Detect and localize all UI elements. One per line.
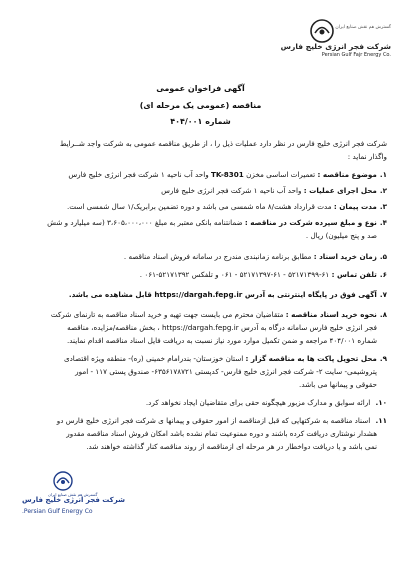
- item-purchase-method: [15, 308, 387, 348]
- item-text: ۶۱-۵۲۱۷۱۳۹۹ - ۶۱-۵۲۱۷۱۳۹۷ - ۰۶۱ و تلفکس ۵۲۱۷۱۳۹۲-۰۶۱ .: [139, 270, 332, 279]
- item-label: مدت پیمان :: [333, 202, 377, 211]
- item-number: ۱۱.: [375, 416, 387, 425]
- item-text: تعمیرات اساسی مخزن: [243, 170, 318, 179]
- item-number: ۴.: [379, 218, 387, 227]
- tank-code: TK-8301: [210, 170, 244, 179]
- item-number: ۷.: [379, 290, 387, 299]
- stamp-tagline: گسترش هم نقش صنایع ایران: [48, 492, 98, 497]
- logo-company-name-fa: شرکت فجر انرژی خلیج فارس: [280, 42, 391, 51]
- item-purchase-time: [15, 250, 387, 263]
- stamp-emblem-icon: [48, 470, 78, 494]
- item-text: واحد آب ناحیه ۱ شرکت فجر انرژی خلیج فارس: [161, 186, 304, 195]
- item-delivery-address: [15, 352, 387, 392]
- item-number: ۶.: [379, 270, 387, 279]
- item-text: متقاضیان محترم می بایست جهت تهیه و خرید اسناد مناقصه به تارنمای شرکت: [50, 310, 286, 319]
- logo-company-name-en: Persian Gulf Fajr Energy Co.: [321, 52, 391, 58]
- logo-tagline-fa: گسترش هم نقش صنایع ایران: [335, 25, 391, 30]
- item-label: زمان خرید اسناد :: [313, 252, 377, 261]
- intro-paragraph: [15, 137, 387, 163]
- item-text: مطابق برنامه زمانبندی مندرج در سامانه فروش اسناد مناقصه .: [123, 252, 314, 261]
- item-number: ۸.: [379, 310, 387, 319]
- item-label: نوع و مبلغ سپرده شرکت در مناقصه :: [244, 218, 377, 227]
- item-label: آگهی فوق در پایگاه اینترنتی به آدرس: [244, 290, 377, 299]
- item-text-2: واحد آب ناحیه ۱ شرکت فجر انرژی خلیج فارس: [68, 170, 211, 179]
- item-text: ارائه سوابق و مدارک مزبور هیچگونه حقی برای متقاضیان ایجاد نخواهد کرد.: [145, 398, 373, 407]
- item-text-cont: صد و پنج میلیون) ریال .: [305, 231, 377, 241]
- intro-line-1: شرکت فجر انرژی خلیج فارس در نظر دارد عملیات ذیل را ، از طریق مناقصه عمومی به شرکت واجد شــرایط: [59, 139, 387, 148]
- item-note-warnings: [15, 414, 387, 454]
- tender-number: شماره ۴۰۴/۰۰۱: [170, 117, 231, 126]
- item-text: مدت قرارداد هشت/۸ ماه شمسی می باشد و دوره تضمین برابریک/۱ سال شمسی است.: [67, 202, 334, 211]
- website-link[interactable]: https://dargah.fepg.ir: [154, 290, 243, 299]
- stamp-company-name-fa: شرکت فجر انرژی خلیج فارس: [22, 496, 125, 504]
- item-deposit: [15, 216, 387, 242]
- item-label: محل تحویل پاکت ها به مناقصه گزار :: [245, 354, 377, 363]
- tender-type: مناقصه (عمومی یک مرحله ای): [139, 101, 262, 110]
- item-text-cont-1: فجر انرژی خلیج فارس سامانه درگاه به آدرس https://dargah.fepg.ir ، بخش مناقصه/مزایده، مناقصه: [67, 323, 377, 333]
- item-duration: [15, 200, 387, 213]
- item-number: ۳.: [379, 202, 387, 211]
- item-text-cont-2: نمی باشد و یا دریافت دواخطار در هر مرحله ای ازمناقصه از روند مناقصه کنار گذاشته خواهند شد.: [86, 442, 377, 452]
- item-phone: [15, 268, 387, 281]
- item-label: نحوه خرید اسناد مناقصه :: [285, 310, 377, 319]
- item-subject: [15, 168, 387, 181]
- item-text-cont-2: شماره ۴۰۴/۰۰۱ مراجعه و ضمن تکمیل موارد مورد نیاز نسبت به دریافت فایل اسناد مناقصه اقدام نمایند.: [66, 336, 377, 346]
- item-text-cont-1: هشدار نوشتاری دریافت کرده باشند و دوره ممنوعیت تمام نشده باشد امکان فروش اسناد مناقصه مقدور: [66, 429, 377, 439]
- item-text: استان خوزستان- بندرامام خمینی (ره)- منطقه ویژه اقتصادی: [63, 354, 246, 363]
- item-text-2: قابل مشاهده می باشد.: [68, 290, 155, 299]
- intro-line-2: واگذار نماید :: [347, 152, 387, 162]
- item-number: ۱.: [379, 170, 387, 179]
- stamp-company-name-en: Persian Gulf Energy Co.: [22, 508, 93, 515]
- item-number: ۵.: [379, 252, 387, 261]
- item-website: [15, 288, 387, 301]
- item-number: ۹.: [379, 354, 387, 363]
- item-text-cont-2: حقوقی و پیمانها می باشد.: [299, 380, 377, 390]
- item-label: موضوع مناقصه :: [317, 170, 377, 179]
- item-text: ضمانتنامه بانکی معتبر به مبلغ ۳،۶۰۵،۰۰۰،۰۰۰ (سه میلیارد و شش: [47, 218, 245, 227]
- item-number: ۱۰.: [375, 398, 387, 407]
- item-note-records: [15, 396, 387, 409]
- item-label: محل اجرای عملیات :: [303, 186, 377, 195]
- item-number: ۲.: [379, 186, 387, 195]
- item-text: اسناد مناقصه به شرکتهایی که قبل ازمناقصه از امور حقوقی و پیمانها ی شرکت فجر انرژی خلیج فارس دو: [56, 416, 373, 425]
- notice-title: آگهی فراخوان عمومی: [156, 84, 245, 93]
- company-logo: [280, 12, 393, 62]
- item-text-cont-1: پتروشیمی- سایت ۲- شرکت فجر انرژی خلیج فارس- کدپستی ۶۳۵۶۱۷۸۷۲۱- صندوق پستی ۱۱۷ - امور: [75, 367, 377, 377]
- company-stamp: [0, 470, 125, 530]
- item-label: تلفن تماس :: [331, 270, 377, 279]
- item-location: [15, 184, 387, 197]
